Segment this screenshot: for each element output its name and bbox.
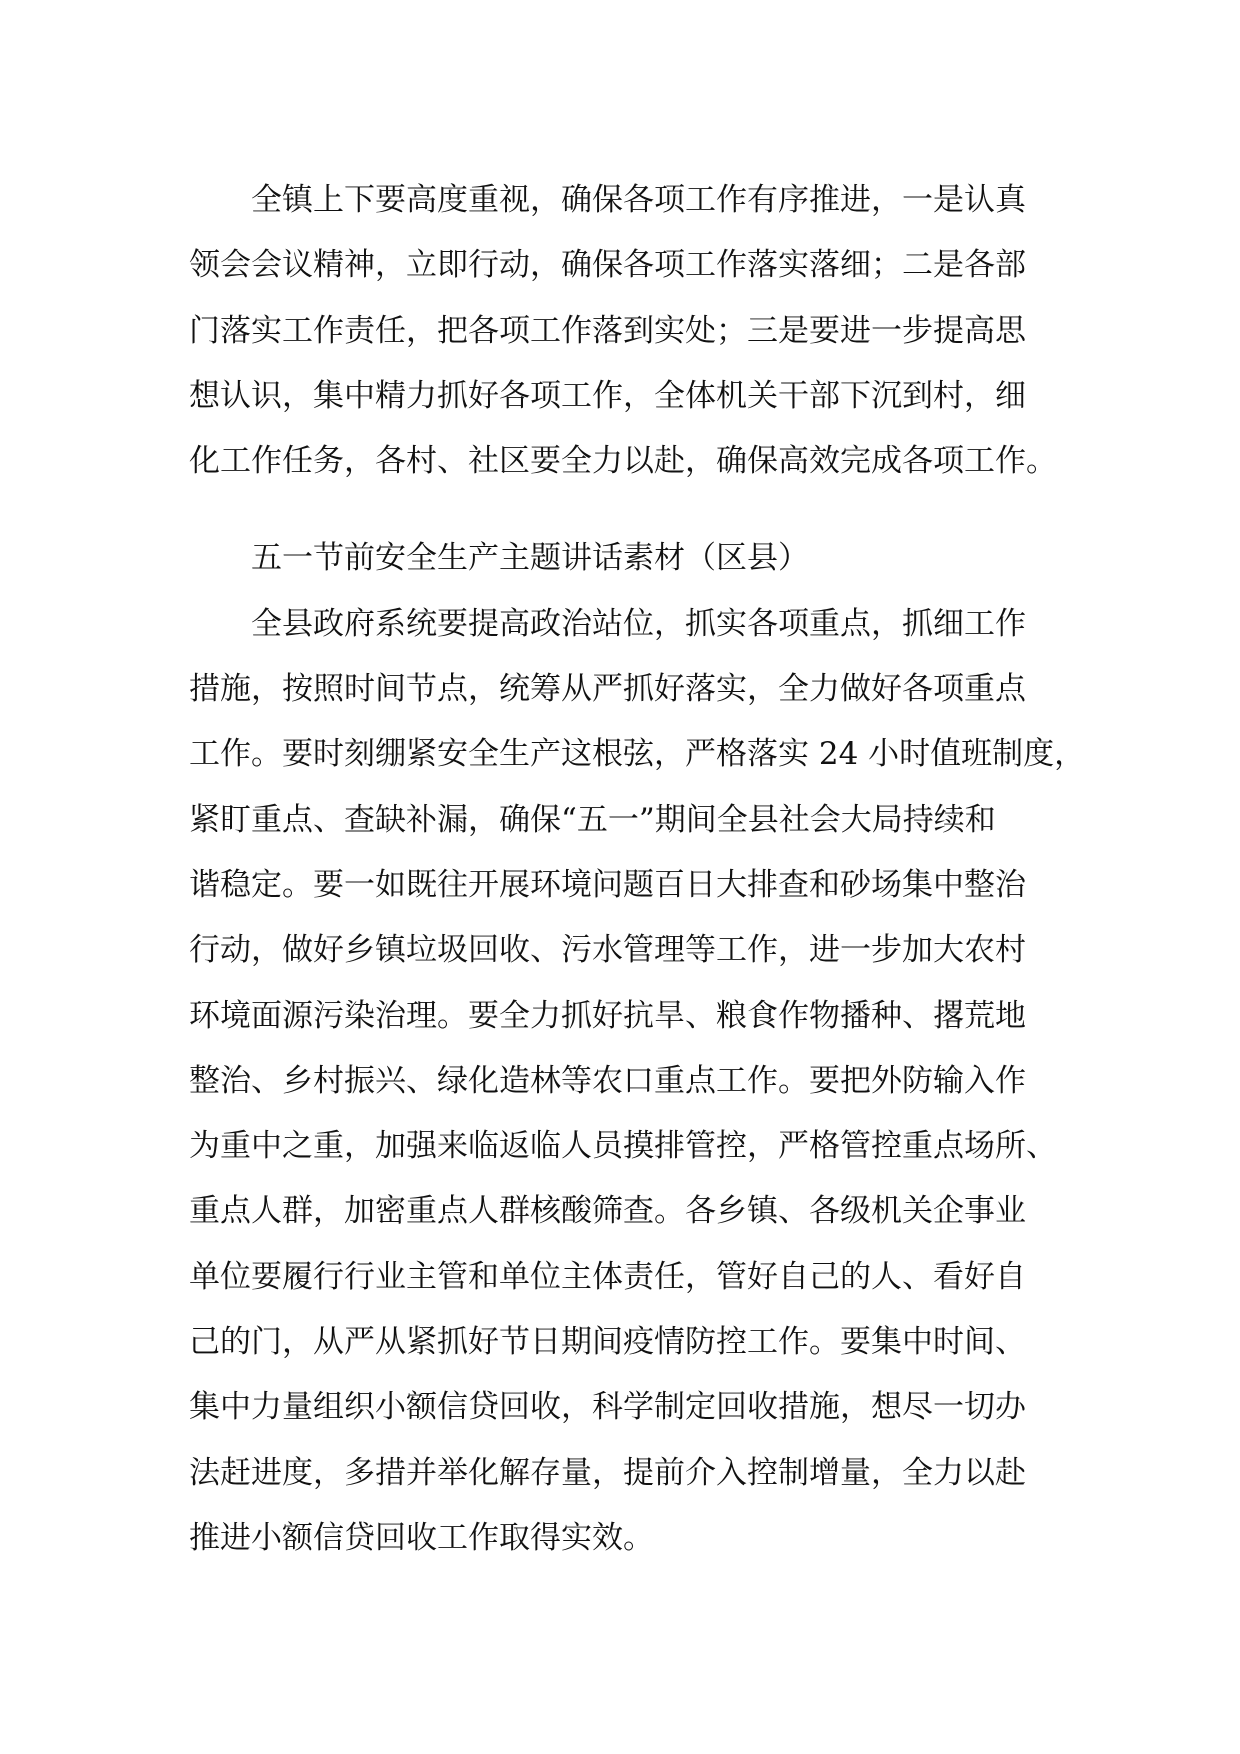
- paragraph-line: 措施，按照时间节点，统筹从严抓好落实，全力做好各项重点: [189, 671, 1026, 708]
- paragraph-line: 工作。要时刻绷紧安全生产这根弦，严格落实 24 小时值班制度，: [189, 736, 1086, 773]
- paragraph-line: 谐稳定。要一如既往开展环境问题百日大排查和砂场集中整治: [189, 866, 1026, 903]
- paragraph-line: 行动，做好乡镇垃圾回收、污水管理等工作，进一步加大农村: [189, 932, 1026, 969]
- paragraph-line: 紧盯重点、查缺补漏，确保“五一”期间全县社会大局持续和: [189, 801, 996, 838]
- paragraph-line: 整治、乡村振兴、绿化造林等农口重点工作。要把外防输入作: [189, 1062, 1026, 1099]
- paragraph-line: 己的门，从严从紧抓好节日期间疫情防控工作。要集中时间、: [189, 1324, 1026, 1361]
- body-paragraph-1: [189, 168, 1089, 494]
- paragraph-line: 推进小额信贷回收工作取得实效。: [189, 1519, 654, 1556]
- paragraph-line: 单位要履行行业主管和单位主体责任，管好自己的人、看好自: [189, 1258, 1026, 1295]
- paragraph-line: 为重中之重，加强来临返临人员摸排管控，严格管控重点场所、: [189, 1128, 1057, 1165]
- paragraph-line: 领会会议精神，立即行动，确保各项工作落实落细；二是各部: [189, 247, 1026, 284]
- paragraph-line: 重点人群，加密重点人群核酸筛查。各乡镇、各级机关企事业: [189, 1193, 1026, 1230]
- section-heading-text: 五一节前安全生产主题讲话素材（区县）: [251, 540, 809, 577]
- document-body: [189, 168, 1089, 1571]
- paragraph-line: 想认识，集中精力抓好各项工作，全体机关干部下沉到村，细: [189, 377, 1026, 414]
- paragraph-line: 门落实工作责任，把各项工作落到实处；三是要进一步提高思: [189, 312, 1026, 349]
- section-heading: [189, 526, 1089, 591]
- paragraph-line: 全镇上下要高度重视，确保各项工作有序推进，一是认真: [251, 182, 1026, 218]
- paragraph-line: 化工作任务，各村、社区要全力以赴，确保高效完成各项工作。: [189, 443, 1057, 480]
- paragraph-line: 法赶进度，多措并举化解存量，提前介入控制增量，全力以赴: [189, 1454, 1026, 1491]
- body-paragraph-2: [189, 592, 1089, 1571]
- paragraph-line: 集中力量组织小额信贷回收，科学制定回收措施，想尽一切办: [189, 1389, 1026, 1426]
- paragraph-line: 环境面源污染治理。要全力抓好抗旱、粮食作物播种、撂荒地: [189, 997, 1026, 1034]
- paragraph-line: 全县政府系统要提高政治站位，抓实各项重点，抓细工作: [251, 605, 1026, 642]
